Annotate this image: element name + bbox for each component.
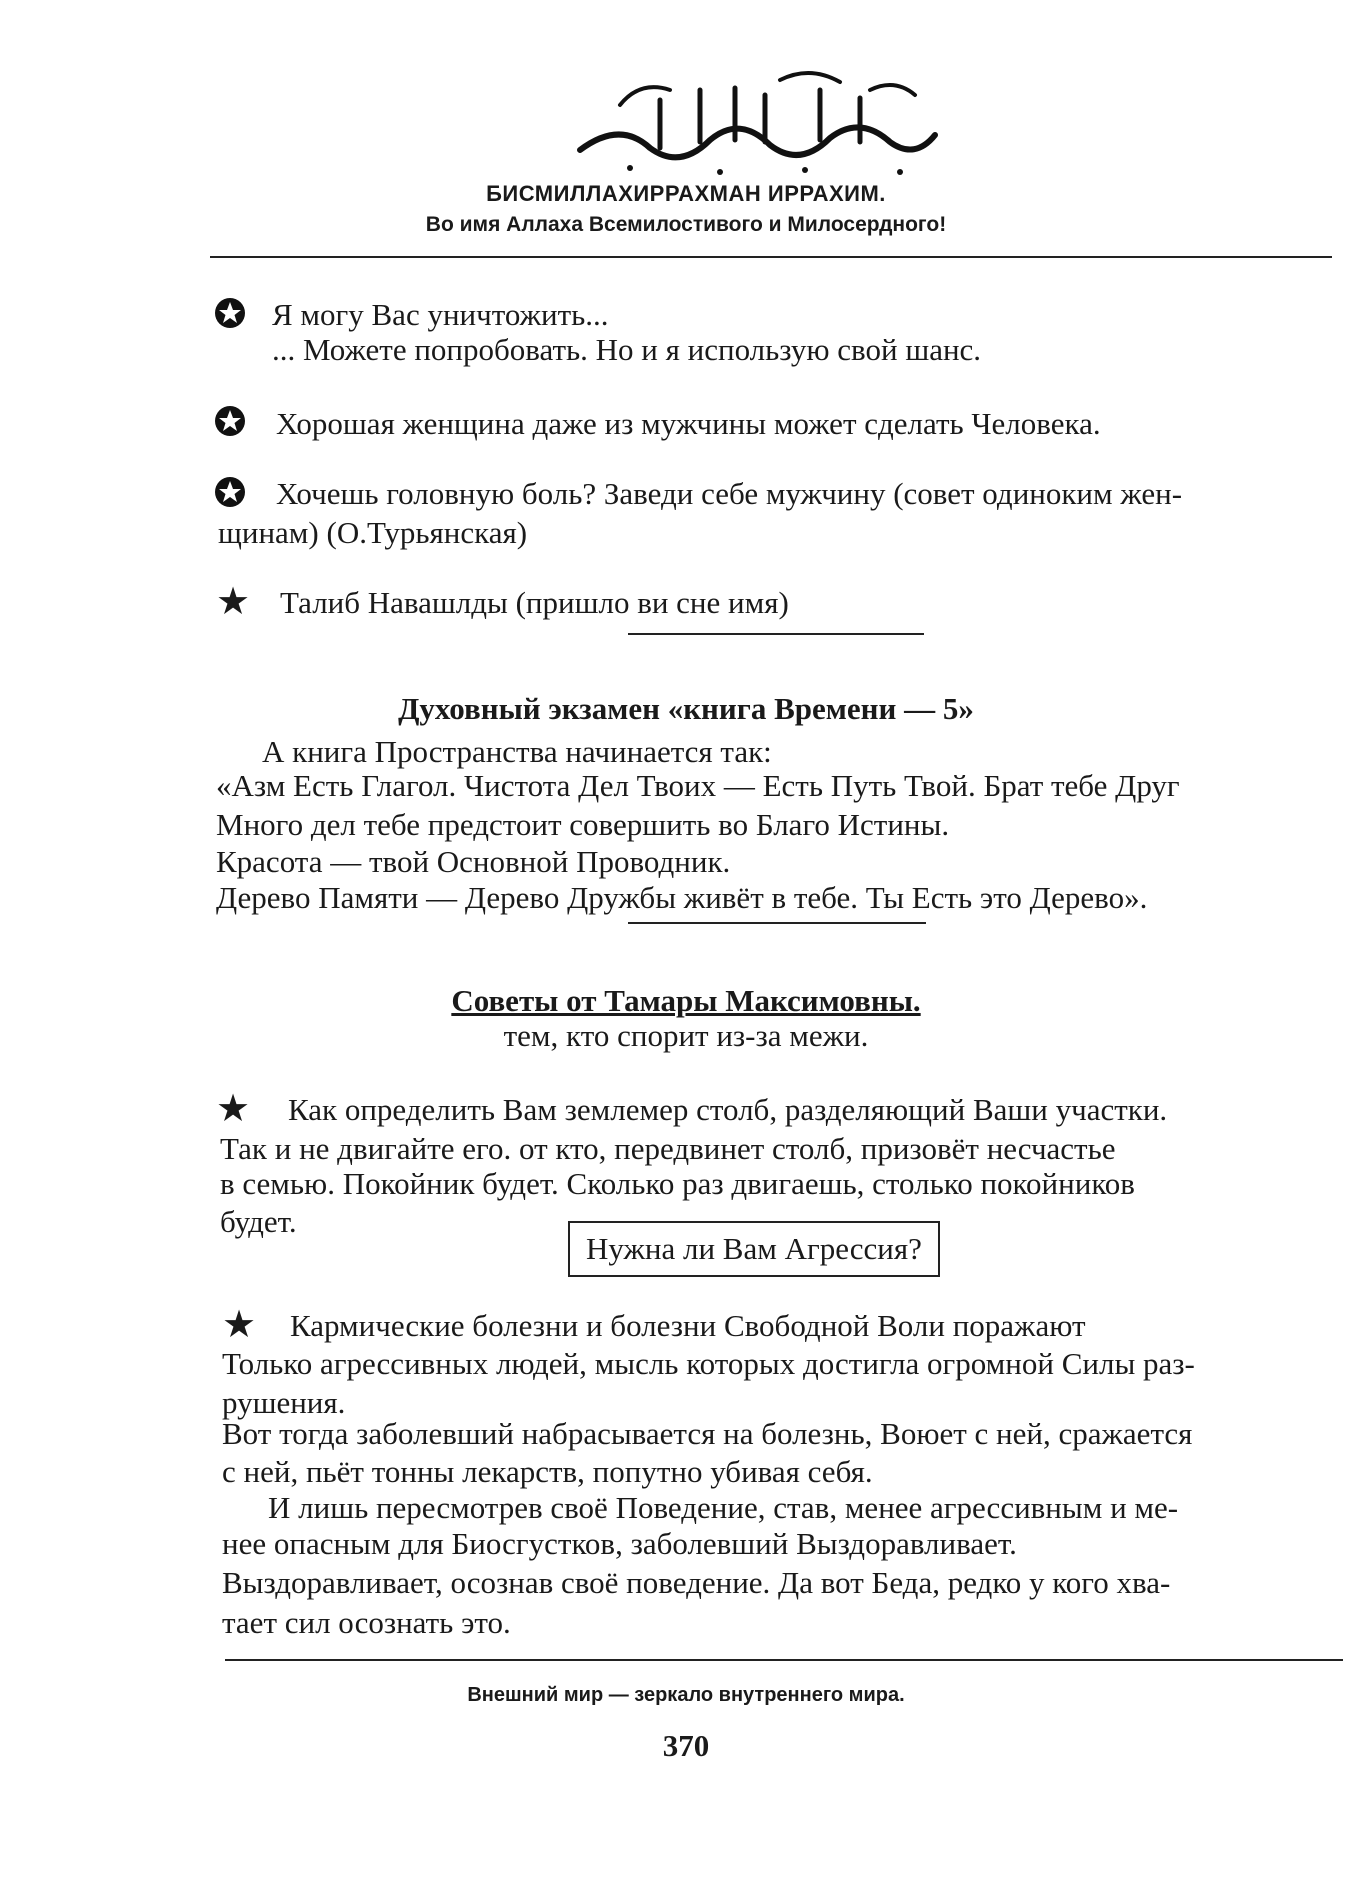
section-1-heading: Духовный экзамен «книга Времени — 5»	[398, 691, 974, 726]
karma-line: Кармические болезни и болезни Свободной Воли поражают	[290, 1308, 1086, 1343]
quote-3-line-1: Хочешь головную боль? Заведи себе мужчину (совет одиноким жен-	[276, 476, 1183, 511]
circled-star-icon	[213, 475, 247, 509]
star-icon: ★	[216, 581, 251, 623]
karma-line: рушения.	[222, 1385, 346, 1420]
quote-4-line-1: Талиб Навашлды (пришло ви сне имя)	[280, 585, 789, 620]
section-1-line: Много дел тебе предстоит совершить во Благо Истины.	[216, 807, 950, 842]
karma-line: тает сил осознать это.	[222, 1605, 511, 1640]
tip-line: в семью. Покойник будет. Сколько раз двигаешь, столько покойников	[220, 1166, 1135, 1201]
karma-line: Выздоравливает, осознав своё поведение. Да вот Беда, редко у кого хва-	[222, 1565, 1171, 1600]
tip-line: Так и не двигайте его. от кто, передвинет столб, призовёт несчастье	[220, 1131, 1116, 1166]
karma-line: Только агрессивных людей, мысль которых достигла огромной Силы раз-	[222, 1346, 1195, 1381]
karma-line: нее опасным для Биосгустков, заболевший Выздоравливает.	[222, 1526, 1017, 1561]
header-divider	[210, 256, 1332, 258]
karma-line: Вот тогда заболевший набрасывается на болезнь, Воюет с ней, сражается	[222, 1416, 1193, 1451]
header-title: БИСМИЛЛАХИРРАХМАН ИРРАХИМ.	[486, 181, 886, 206]
short-divider	[628, 633, 924, 635]
quote-1-line-1: Я могу Вас уничтожить...	[272, 297, 609, 332]
tip-line: будет.	[220, 1204, 297, 1239]
section-2-heading: Советы от Тамары Максимовны.	[451, 983, 921, 1018]
footer-divider	[225, 1659, 1343, 1661]
tip-line: Как определить Вам землемер столб, разделяющий Ваши участки.	[288, 1092, 1168, 1127]
quote-1-line-2: ... Можете попробовать. Но и я использую свой шанс.	[272, 332, 982, 367]
star-icon: ★	[222, 1304, 257, 1346]
quote-2-line-1: Хорошая женщина даже из мужчины может сделать Человека.	[276, 406, 1101, 441]
header-subtitle: Во имя Аллаха Всемилостивого и Милосердного!	[425, 213, 947, 236]
circled-star-icon	[213, 404, 247, 438]
circled-star-icon	[213, 296, 247, 330]
section-1-line: А книга Пространства начинается так:	[262, 734, 772, 769]
section-1-line: Красота — твой Основной Проводник.	[216, 844, 731, 879]
footer-motto: Внешний мир — зеркало внутреннего мира.	[467, 1684, 905, 1706]
section-1-line: Дерево Памяти — Дерево Дружбы живёт в тебе. Ты Есть это Дерево».	[216, 880, 1148, 915]
bismillah-calligraphy	[560, 60, 950, 185]
karma-line: с ней, пьёт тонны лекарств, попутно убивая себя.	[222, 1454, 873, 1489]
quote-3-line-2: щинам) (О.Турьянская)	[218, 515, 528, 550]
karma-line: И лишь пересмотрев своё Поведение, став, менее агрессивным и ме-	[268, 1490, 1179, 1525]
star-icon: ★	[216, 1088, 251, 1130]
page-number: 370	[662, 1728, 710, 1763]
aggression-boxed-title: Нужна ли Вам Агрессия?	[568, 1221, 940, 1277]
short-divider	[628, 922, 926, 924]
section-2-subheading: тем, кто спорит из-за межи.	[503, 1018, 869, 1053]
section-1-line: «Азм Есть Глагол. Чистота Дел Твоих — Есть Путь Твой. Брат тебе Друг	[216, 768, 1180, 803]
